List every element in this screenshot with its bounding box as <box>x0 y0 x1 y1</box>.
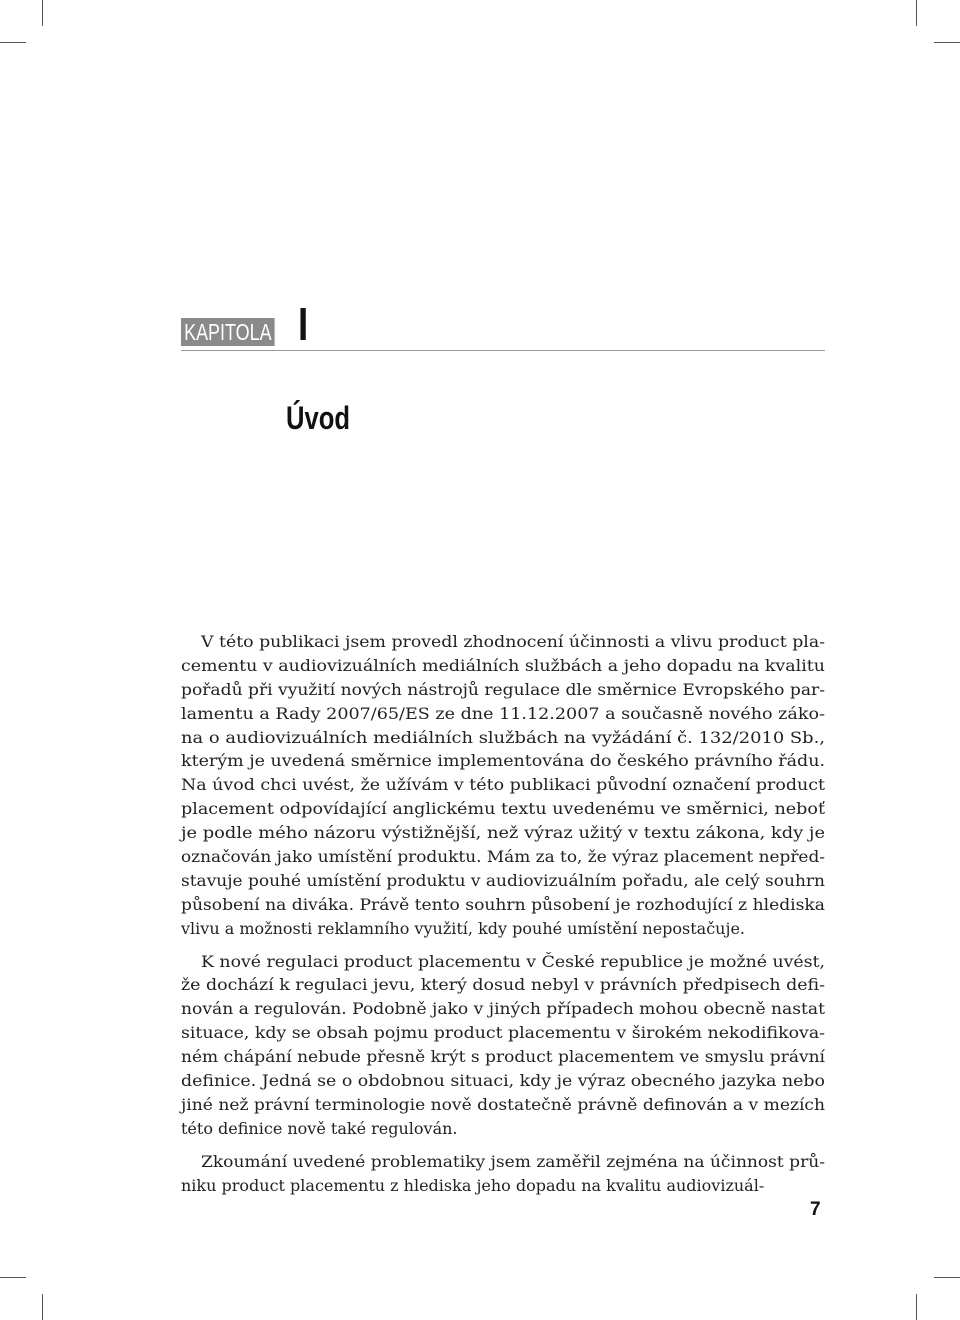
text-line: že dochází k regulaci jevu, který dosud nebyl v právních předpisech defi- <box>181 975 825 995</box>
text-line: označován jako umístění produktu. Mám za to, že výraz placement nepřed- <box>181 847 825 867</box>
crop-mark-top-left <box>42 0 43 26</box>
text-line: vlivu a možnosti reklamního využití, kdy pouhé umístění nepostačuje. <box>181 918 745 938</box>
chapter-divider <box>181 350 825 351</box>
text-line: cementu v audiovizuálních mediálních službách a jeho dopadu na kvalitu <box>181 655 825 675</box>
text-line: V této publikaci jsem provedl zhodnocení účinnosti a vlivu product pla- <box>201 632 825 651</box>
text-line: situace, kdy se obsah pojmu product placementu v širokém nekodifikova- <box>181 1023 825 1043</box>
crop-mark-top-left-h <box>0 42 26 43</box>
crop-mark-bottom-right-h <box>934 1277 960 1278</box>
text-line: kterým je uvedená směrnice implementována do českého právního řádu. <box>181 751 825 771</box>
crop-mark-bottom-right <box>916 1294 917 1320</box>
paragraph <box>181 950 825 1141</box>
crop-mark-bottom-left-h <box>0 1277 26 1278</box>
crop-mark-top-right <box>916 0 917 26</box>
text-line: působení na diváka. Právě tento souhrn působení je rozhodující z hlediska <box>181 894 825 914</box>
text-line: jiné než právní terminologie nově dostatečně právně definován a v mezích <box>181 1094 825 1114</box>
text-line: Zkoumání uvedené problematiky jsem zaměřil zejména na účinnost prů- <box>201 1151 825 1171</box>
text-line: nován a regulován. Podobně jako v jiných případech mohou obecně nastat <box>181 999 825 1019</box>
chapter-title: Úvod <box>286 400 350 436</box>
paragraph <box>181 630 825 941</box>
text-line: je podle mého názoru výstižnější, než výraz užitý v textu zákona, kdy je <box>181 823 825 843</box>
body-text <box>181 630 825 1197</box>
text-line: na o audiovizuálních mediálních službách na vyžádání č. 132/2010 Sb., <box>181 727 825 747</box>
text-line: pořadů při využití nových nástrojů regulace dle směrnice Evropského par- <box>181 679 826 699</box>
text-line: Na úvod chci uvést, že užívám v této publikaci původní označení product <box>181 775 826 795</box>
paragraph <box>181 1150 825 1198</box>
crop-mark-bottom-left <box>42 1294 43 1320</box>
text-line: definice. Jedná se o obdobnou situaci, kdy je výraz obecného jazyka nebo <box>181 1071 825 1091</box>
page-number: 7 <box>810 1199 821 1220</box>
text-line: placement odpovídající anglickému textu uvedenému ve směrnici, neboť <box>181 799 825 819</box>
chapter-label: KAPITOLA <box>181 318 275 346</box>
text-line: niku product placementu z hlediska jeho dopadu na kvalitu audiovizuál- <box>181 1175 765 1195</box>
text-line: této definice nově také regulován. <box>181 1118 458 1138</box>
chapter-number: I <box>298 298 309 350</box>
text-line: ném chápání nebude přesně krýt s product placementem ve smyslu právní <box>181 1047 825 1067</box>
crop-mark-top-right-h <box>934 42 960 43</box>
text-line: stavuje pouhé umístění produktu v audiovizuálním pořadu, ale celý souhrn <box>181 870 825 890</box>
text-line: K nové regulaci product placementu v České republice je možné uvést, <box>201 951 825 971</box>
text-line: lamentu a Rady 2007/65/ES ze dne 11.12.2007 a současně nového záko- <box>181 703 825 723</box>
